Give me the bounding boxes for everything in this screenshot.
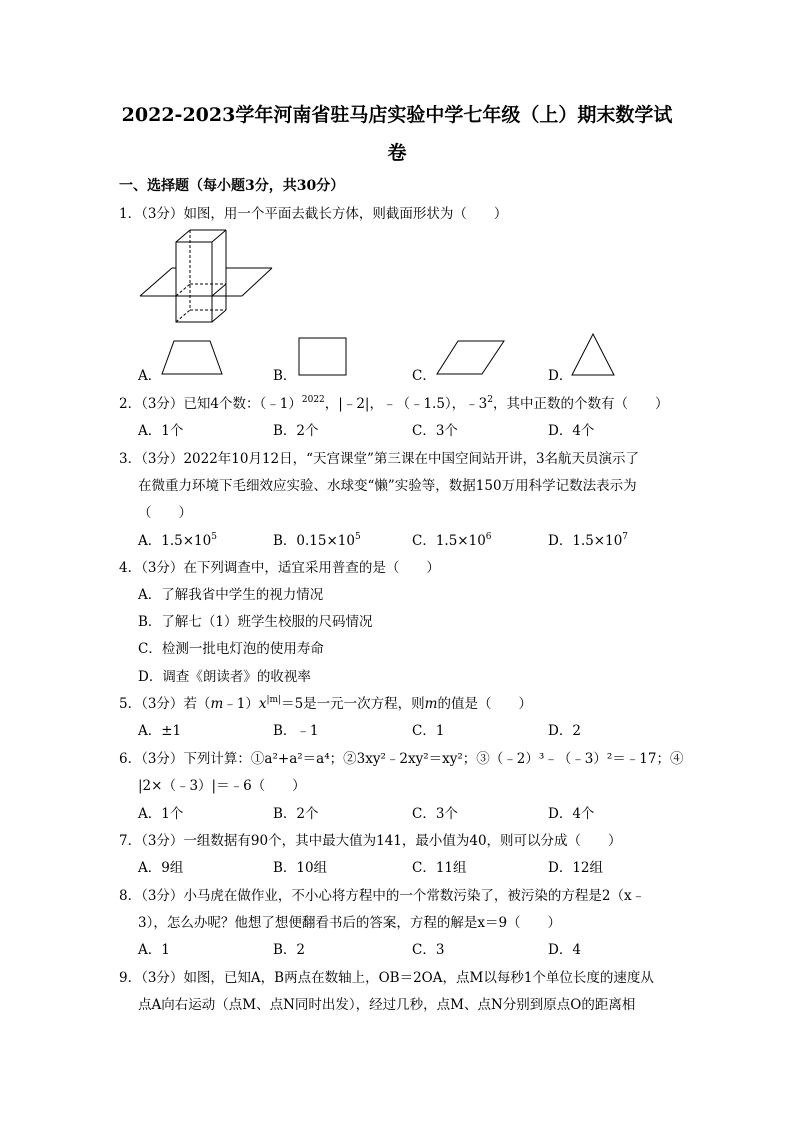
q5-option-d: D．2	[548, 723, 581, 739]
q3-option-d	[548, 529, 628, 549]
q7-option-a: A．9组	[138, 860, 184, 876]
question-text: 如图，已知A，B两点在数轴上，OB＝2OA，点M以每秒1个单位长度的速度从	[183, 970, 654, 986]
option-label: A．1.5×10	[138, 533, 212, 549]
option-label: D．	[548, 368, 573, 384]
question-6	[119, 747, 683, 767]
question-9-line-2: 点A向右运动（点M、点N同时出发），经过几秒，点M、点N分别到原点O的距离相	[138, 997, 636, 1013]
exponent: 5	[354, 532, 361, 542]
section-heading: 一、选择题（每小题3分，共30分）	[119, 178, 345, 194]
exponent: 7	[622, 532, 629, 542]
question-text: 若（	[183, 696, 211, 712]
option-label: D．1.5×10	[548, 533, 623, 549]
question-5	[119, 692, 532, 712]
question-text: 2022年10月12日，“天宫课堂”第三课在中国空间站开讲，3名航天员演示了	[183, 451, 640, 467]
option-label: A．	[138, 368, 162, 384]
exponent: 6	[485, 532, 492, 542]
question-9	[119, 966, 654, 986]
exponent: |m|	[266, 695, 282, 705]
q8-option-d: D．4	[548, 942, 581, 958]
q1-option-b	[273, 364, 296, 384]
q8-option-b: B．2	[273, 942, 306, 958]
question-8-line-2: 3），怎么办呢？他想了想便翻看书后的答案，方程的解是x＝9（ ）	[138, 915, 562, 931]
q3-option-c	[412, 529, 492, 549]
q8-option-a: A．1	[138, 942, 170, 958]
q6-option-b: B．2个	[273, 806, 319, 822]
question-text: ＝5是一元一次方程，则	[281, 696, 425, 712]
question-text: ，其中正数的个数有（ ）	[493, 396, 669, 412]
variable-m: m	[210, 696, 224, 712]
trapezoid-icon	[160, 340, 226, 376]
question-number: 7．（3分）	[119, 833, 184, 849]
q3-option-b	[273, 529, 361, 549]
cuboid-cut-figure	[138, 226, 278, 328]
option-label: C．1.5×10	[412, 533, 486, 549]
option-label: B．0.15×10	[273, 533, 355, 549]
question-number: 1．（3分）	[119, 206, 184, 222]
exponent: 2	[487, 395, 494, 405]
triangle-icon	[570, 333, 616, 377]
question-text: ，|﹣2|，﹣（﹣1.5），﹣3	[324, 396, 488, 412]
question-text: 的值是（ ）	[437, 696, 532, 712]
option-label: C．	[412, 368, 436, 384]
parallelogram-icon	[436, 340, 506, 376]
q1-option-d	[548, 364, 572, 384]
exponent: 2022	[301, 395, 325, 405]
q5-option-b: B．﹣1	[273, 723, 319, 739]
exam-title-line1: 2022-2023学年河南省驻马店实验中学七年级（上）期末数学试	[121, 104, 673, 126]
q4-option-c: C．检测一批电灯泡的使用寿命	[138, 641, 324, 657]
q5-option-a: A．±1	[138, 723, 182, 739]
question-number: 3．（3分）	[119, 451, 184, 467]
q6-option-a: A．1个	[138, 806, 184, 822]
q2-option-d: D．4个	[548, 423, 595, 439]
question-text: 在下列调查中，适宜采用普查的是（ ）	[183, 560, 440, 576]
q3-option-a	[138, 529, 217, 549]
square-icon	[298, 337, 348, 377]
q4-option-b: B．了解七（1）班学生校服的尺码情况	[138, 614, 373, 630]
question-2	[119, 392, 669, 412]
question-3-line-2: 在微重力环境下毛细效应实验、水球变“懒”实验等，数据150万用科学记数法表示为	[138, 478, 637, 494]
q5-option-c: C．1	[412, 723, 445, 739]
q1-option-a	[138, 364, 161, 384]
q7-option-b: B．10组	[273, 860, 328, 876]
question-text: 如图，用一个平面去截长方体，则截面形状为（ ）	[183, 206, 508, 222]
variable-x: x	[258, 696, 267, 712]
q6-option-c: C．3个	[412, 806, 458, 822]
question-6-line-2: |2×（﹣3）|＝﹣6（ ）	[138, 778, 306, 794]
q4-option-d: D．调查《朗读者》的收视率	[138, 669, 311, 685]
question-1	[119, 202, 507, 222]
q8-option-c: C．3	[412, 942, 445, 958]
question-text: 已知4个数：（﹣1）	[183, 396, 302, 412]
question-number: 8．（3分）	[119, 888, 184, 904]
q2-option-b: B．2个	[273, 423, 319, 439]
q6-option-d: D．4个	[548, 806, 595, 822]
q2-option-a: A．1个	[138, 423, 184, 439]
q2-option-c: C．3个	[412, 423, 458, 439]
q7-option-d: D．12组	[548, 860, 604, 876]
question-7	[119, 829, 622, 849]
q7-option-c: C．11组	[412, 860, 467, 876]
q1-option-c	[412, 364, 436, 384]
question-4	[119, 556, 440, 576]
q4-option-a: A．了解我省中学生的视力情况	[138, 587, 324, 603]
variable-m: m	[424, 696, 438, 712]
exam-title-line2: 卷	[387, 142, 407, 164]
question-number: 9．（3分）	[119, 970, 184, 986]
question-text: 小马虎在做作业，不小心将方程中的一个常数污染了，被污染的方程是2（x﹣	[183, 888, 646, 904]
exponent: 5	[211, 532, 217, 542]
question-number: 2．（3分）	[119, 396, 184, 412]
option-label: B．	[273, 368, 297, 384]
question-8	[119, 884, 645, 904]
question-text: ﹣1）	[223, 696, 259, 712]
question-number: 6．（3分）	[119, 751, 184, 767]
question-number: 4．（3分）	[119, 560, 184, 576]
question-number: 5．（3分）	[119, 696, 184, 712]
question-3	[119, 447, 639, 467]
question-text: 一组数据有90个，其中最大值为141，最小值为40，则可以分成（ ）	[183, 833, 622, 849]
question-3-line-3: （ ）	[138, 505, 192, 521]
question-text: 下列计算：①a²+a²＝a⁴；②3xy²﹣2xy²＝xy²；③（﹣2）³﹣（﹣3）²＝﹣17；④	[183, 751, 684, 767]
